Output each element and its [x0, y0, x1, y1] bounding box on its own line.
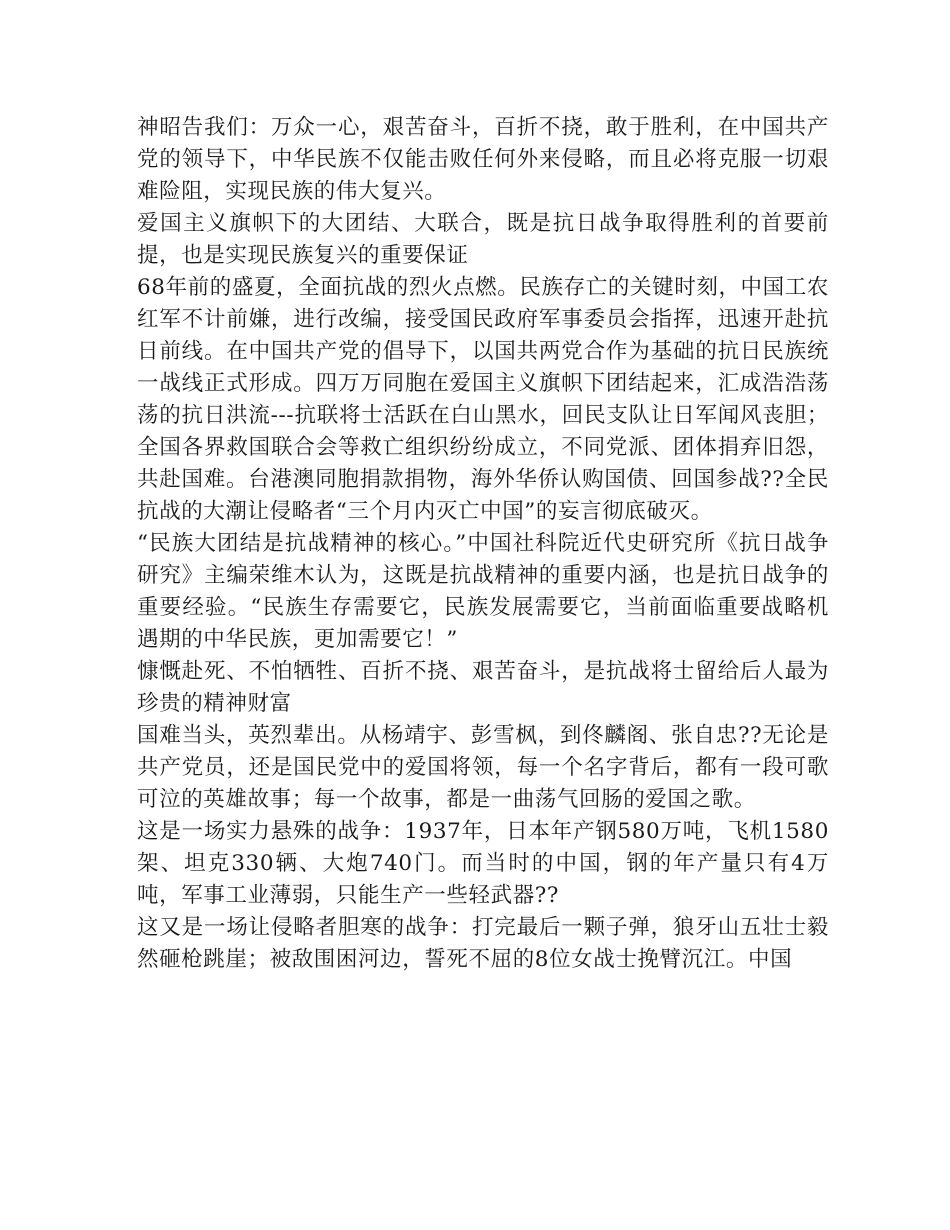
paragraph: 爱国主义旗帜下的大团结、大联合，既是抗日战争取得胜利的首要前提，也是实现民族复兴的重要保证 [137, 211, 829, 268]
paragraph: 这又是一场让侵略者胆寒的战争：打完最后一颗子弹，狼牙山五壮士毅然砸枪跳崖；被敌围困河边，誓死不屈的8位女战士挽臂沉江。中国 [137, 915, 829, 972]
document-body [137, 112, 829, 976]
paragraph: 神昭告我们：万众一心，艰苦奋斗，百折不挠，敢于胜利，在中国共产党的领导下，中华民族不仅能击败任何外来侵略，而且必将克服一切艰难险阻，实现民族的伟大复兴。 [137, 115, 829, 204]
paragraph: 68年前的盛夏，全面抗战的烈火点燃。民族存亡的关键时刻，中国工农红军不计前嫌，进行改编，接受国民政府军事委员会指挥，迅速开赴抗日前线。在中国共产党的倡导下，以国共两党合作为基础的抗日民族统一战线正式形成。四万万同胞在爱国主义旗帜下团结起来，汇成浩浩荡荡的抗日洪流---抗联将士活跃在白山黑水，回民支队让日军闻风丧胆；全国各界救国联合会等救亡组织纷纷成立，不同党派、团体捐弃旧怨，共赴国难。台港澳同胞捐款捐物，海外华侨认购国债、回国参战??全民抗战的大潮让侵略者“三个月内灭亡中国”的妄言彻底破灭。 [137, 275, 829, 524]
paragraph: “民族大团结是抗战精神的核心。”中国社科院近代史研究所《抗日战争研究》主编荣维木认为，这既是抗战精神的重要内涵，也是抗日战争的重要经验。“民族生存需要它，民族发展需要它，当前面临重要战略机遇期的中华民族，更加需要它！” [137, 531, 829, 652]
paragraph: 慷慨赴死、不怕牺牲、百折不挠、艰苦奋斗，是抗战将士留给后人最为珍贵的精神财富 [137, 659, 829, 716]
paragraph: 这是一场实力悬殊的战争：1937年，日本年产钢580万吨，飞机1580架、坦克330辆、大炮740门。而当时的中国，钢的年产量只有4万吨，军事工业薄弱，只能生产一些轻武器?? [137, 819, 829, 908]
paragraph: 国难当头，英烈辈出。从杨靖宇、彭雪枫，到佟麟阁、张自忠??无论是共产党员，还是国民党中的爱国将领，每一个名字背后，都有一段可歌可泣的英雄故事；每一个故事，都是一曲荡气回肠的爱国之歌。 [137, 723, 829, 812]
